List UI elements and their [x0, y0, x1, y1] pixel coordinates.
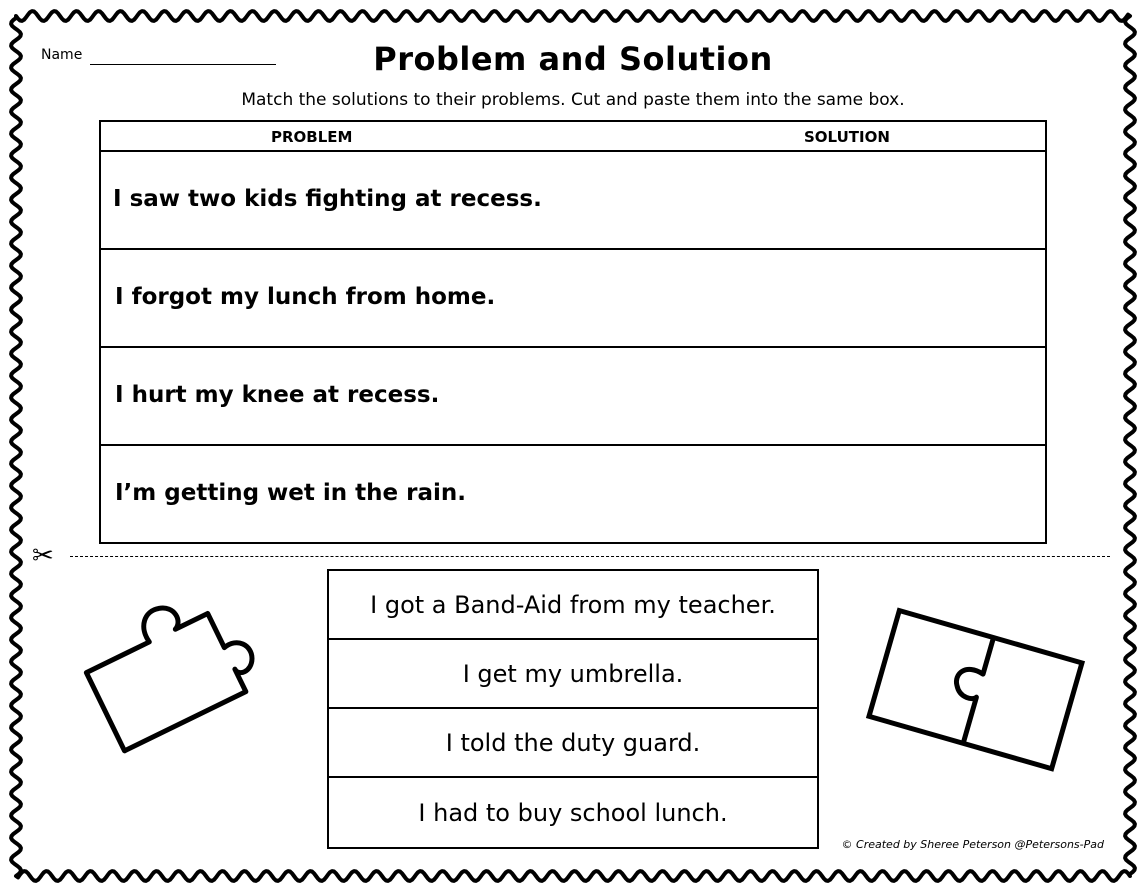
table-row — [101, 152, 1045, 250]
problem-text: I saw two kids fighting at recess. — [113, 186, 542, 212]
problem-text: I’m getting wet in the rain. — [115, 480, 466, 506]
copyright-credit: © Created by Sheree Peterson @Petersons-Pad — [841, 838, 1104, 851]
solutions-cutout-box — [327, 569, 819, 849]
problem-text: I forgot my lunch from home. — [115, 284, 496, 310]
problem-text: I hurt my knee at recess. — [115, 382, 440, 408]
instructions-text: Match the solutions to their problems. Cut and paste them into the same box. — [241, 90, 905, 110]
page-title: Problem and Solution — [373, 40, 773, 78]
solution-strip[interactable]: I told the duty guard. — [329, 709, 817, 778]
problem-solution-table — [99, 120, 1047, 544]
puzzle-piece-icon — [70, 588, 270, 758]
name-label: Name — [41, 47, 83, 63]
table-row — [101, 250, 1045, 348]
puzzle-pieces-pair-icon — [858, 606, 1098, 776]
solution-strip[interactable]: I get my umbrella. — [329, 640, 817, 709]
scissors-icon: ✂ — [32, 541, 54, 571]
cut-line — [70, 556, 1110, 557]
solution-column-header: SOLUTION — [804, 128, 890, 146]
problem-column-header: PROBLEM — [271, 128, 353, 146]
table-header-row — [101, 122, 1045, 152]
solution-strip[interactable]: I had to buy school lunch. — [418, 798, 728, 827]
table-row — [101, 348, 1045, 446]
solution-strip[interactable]: I got a Band-Aid from my teacher. — [329, 571, 817, 640]
table-row — [101, 446, 1045, 544]
